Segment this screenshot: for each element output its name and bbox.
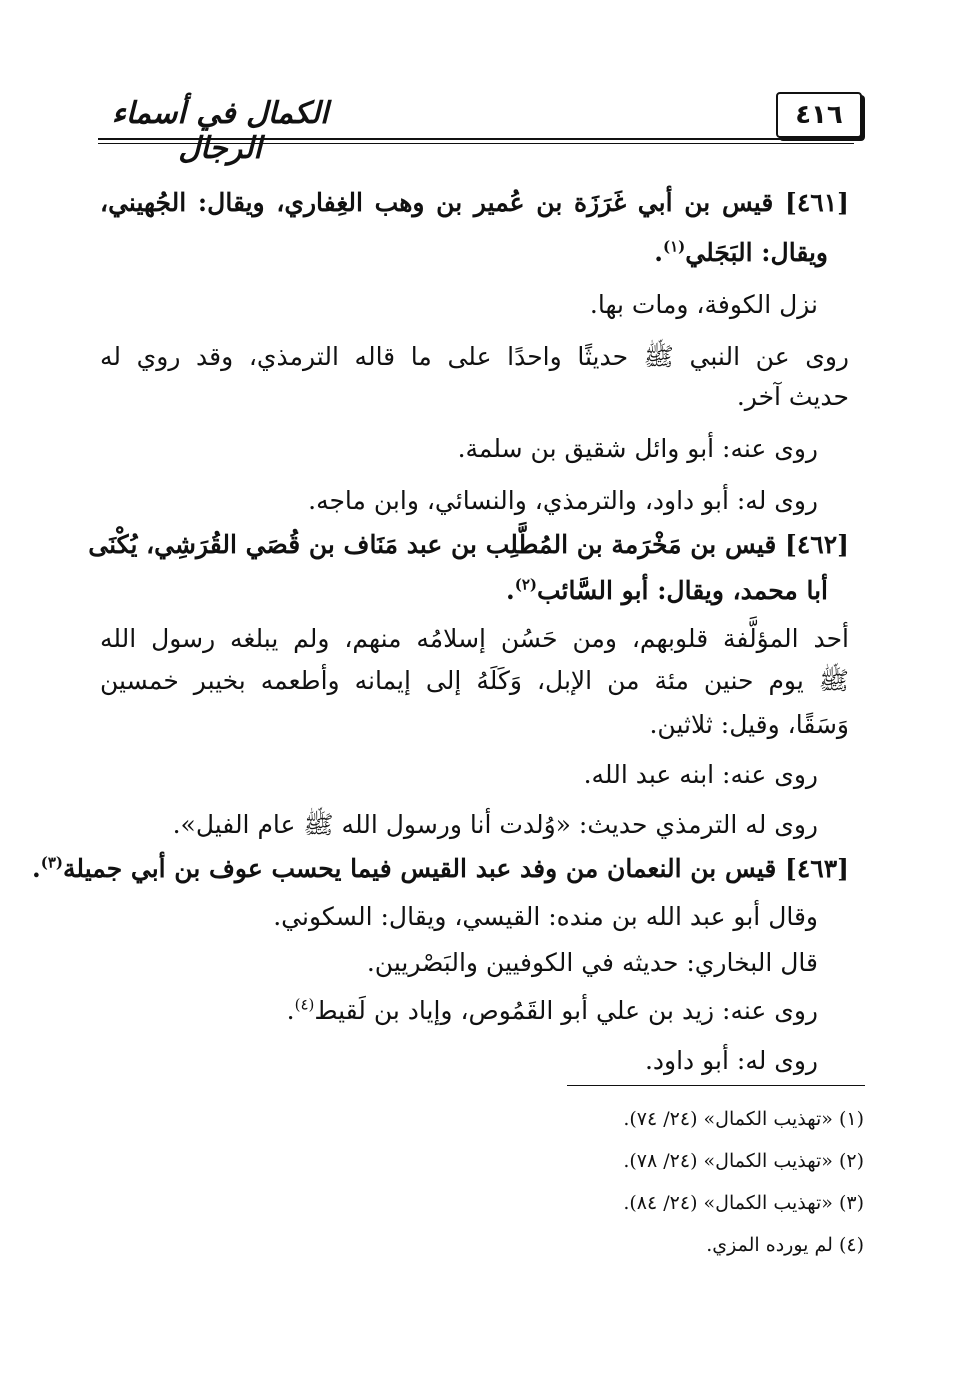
entry-463-narrators: روى عنه: زيد بن علي أبو القَمُوص، وإياد بن لَقيط$^{(٤)}$. bbox=[286, 995, 818, 1025]
footnote-3: (٣) «تهذيب الكمال» (٢٤/ ٨٤). bbox=[623, 1192, 864, 1214]
header-rule-thin bbox=[98, 143, 854, 144]
footnote-1: (١) «تهذيب الكمال» (٢٤/ ٧٤). bbox=[623, 1108, 864, 1130]
entry-463-heading: [٤٦٣] قيس بن النعمان من وفد عبد القيس فيما يحسب عوف بن أبي جميلة$^{(٣)}$. bbox=[32, 853, 849, 883]
footnote-ref-3[interactable]: (٣) bbox=[40, 853, 64, 872]
entry-462-heading-cont: أبا محمد، ويقال: أبو السَّائب$^{(٢)}$. bbox=[505, 575, 828, 605]
entry-462-heading-text: أبا محمد، ويقال: أبو السَّائب bbox=[536, 576, 828, 605]
footnote-ref-2[interactable]: (٢) bbox=[514, 575, 537, 594]
entry-461-text-2: روى عن النبي ﷺ حديثًا واحدًا على ما قاله الترمذي، وقد روي له bbox=[100, 342, 849, 371]
entry-463-narrators-text: روى عنه: زيد بن علي أبو القَمُوص، وإياد بن لَقيط bbox=[314, 996, 818, 1025]
book-title: الكمال في أسماء الرجال bbox=[111, 96, 329, 166]
entry-461-heading: [٤٦١] قيس بن أبي غَرَزَة بن عُمير بن وهب الغِفاري، ويقال: الجُهيني، bbox=[100, 188, 849, 217]
entry-462-narrators: روى عنه: ابنه عبد الله. bbox=[583, 760, 818, 789]
footnote-ref-4[interactable]: (٤) bbox=[294, 995, 315, 1014]
footnote-4: (٤) لم يورده المزي. bbox=[706, 1234, 864, 1256]
entry-462-heading: [٤٦٢] قيس بن مَخْرَمة بن المُطَّلِب بن عبد مَنَاف بن قُصَي القُرَشِي، يُكْنَى bbox=[88, 530, 849, 559]
entry-462-text-3: وَسَقًا، وقيل: ثلاثين. bbox=[649, 710, 849, 739]
entry-463-heading-text: [٤٦٣] قيس بن النعمان من وفد عبد القيس فيما يحسب عوف بن أبي جميلة bbox=[63, 854, 849, 883]
entry-462-reporters: روى له الترمذي حديث: «وُلدت أنا ورسول الله ﷺ عام الفيل». bbox=[172, 810, 818, 839]
page-number-box bbox=[776, 92, 862, 138]
footnote-2: (٢) «تهذيب الكمال» (٢٤/ ٧٨). bbox=[623, 1150, 864, 1172]
entry-463-reporters: روى له: أبو داود. bbox=[644, 1046, 818, 1075]
footnote-separator bbox=[567, 1085, 865, 1086]
header-rule bbox=[98, 138, 854, 140]
entry-463-text-2: قال البخاري: حديثه في الكوفيين والبَصْريين. bbox=[366, 948, 818, 977]
entry-461-text-3: حديث آخر. bbox=[736, 382, 849, 411]
entry-463-text-1: وقال أبو عبد الله بن منده: القيسي، ويقال: السكوني. bbox=[273, 902, 818, 931]
entry-461-reporters: روى له: أبو داود، والترمذي، والنسائي، وابن ماجه. bbox=[308, 486, 818, 515]
page-number: ٤١٦ bbox=[795, 100, 843, 130]
entry-462-text-1: أحد المؤلَّفة قلوبهم، ومن حَسُن إسلامُه منهم، ولم يبلغه رسول الله bbox=[100, 624, 849, 653]
entry-461-narrators: روى عنه: أبو وائل شقيق بن سلمة. bbox=[457, 434, 818, 463]
entry-461-text-1: نزل الكوفة، ومات بها. bbox=[589, 290, 818, 319]
footnote-ref-1[interactable]: (١) bbox=[662, 237, 686, 256]
entry-461-heading-cont: ويقال: البَجَلي$^{(١)}$. bbox=[654, 237, 828, 267]
entry-461-heading-text: ويقال: البَجَلي bbox=[685, 238, 828, 267]
entry-462-text-2: ﷺ يوم حنين مئة من الإبل، وَكَلَهُ إلى إيمانه وأطعمه بخيبر خمسين bbox=[100, 666, 849, 695]
